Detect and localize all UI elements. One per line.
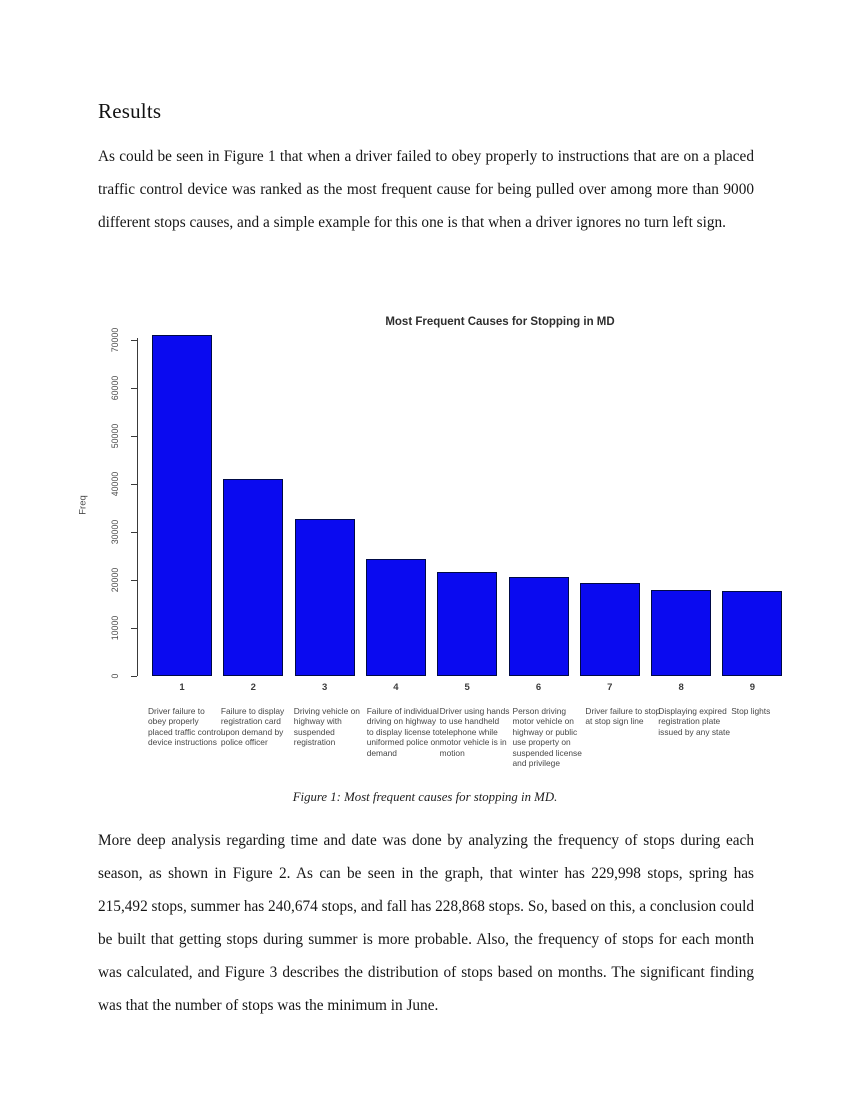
- y-tick-label: 0: [110, 673, 120, 679]
- x-tick-label: 8: [678, 682, 684, 693]
- bar-chart-figure-1: [70, 308, 800, 778]
- x-category-label: Failure of individual driving on highway to display license to uniformed police on demand: [366, 706, 440, 758]
- x-tick-label: 7: [607, 682, 613, 693]
- y-tick-label: 50000: [110, 423, 120, 449]
- bar-4: [366, 559, 426, 676]
- paragraph-results-intro: As could be seen in Figure 1 that when a driver failed to obey properly to instructions that are on a placed traffic control device was ranked as the most frequent cause for being pulled over among more than 9000 different stops causes, and a simple example for this one is that when a driver ignores no turn left sign.: [98, 148, 754, 231]
- chart-title: Most Frequent Causes for Stopping in MD: [385, 316, 615, 328]
- y-tick-label: 70000: [110, 327, 120, 353]
- bar-9: [722, 591, 782, 676]
- y-tick-label: 60000: [110, 375, 120, 401]
- bar-3: [295, 519, 355, 676]
- x-category-label: Driving vehicle on highway with suspended registration: [293, 706, 360, 748]
- bar-5: [437, 572, 497, 676]
- x-tick-label: 4: [393, 682, 399, 693]
- x-tick-label: 9: [749, 682, 756, 693]
- x-tick-label: 6: [535, 682, 542, 693]
- y-axis-label: Freq: [77, 495, 89, 515]
- x-tick-label: 5: [464, 682, 470, 693]
- y-tick-label: 10000: [110, 615, 120, 641]
- y-tick-mark: [131, 676, 137, 677]
- x-tick-label: 2: [250, 682, 256, 693]
- bar-7: [580, 583, 640, 676]
- x-tick-label: 1: [179, 682, 185, 693]
- y-tick-label: 30000: [110, 519, 120, 545]
- plot-area: [137, 328, 797, 676]
- x-category-label: Driver failure to obey properly placed traffic control device instructions: [148, 706, 223, 748]
- section-heading: Results: [98, 99, 162, 123]
- x-category-label: Driver using hands to use handheld telephone while motor vehicle is in motion: [439, 706, 510, 758]
- bar-1: [152, 335, 212, 676]
- bar-6: [509, 577, 569, 676]
- x-category-label: Displaying expired registration plate issued by any state: [658, 706, 730, 737]
- bar-8: [651, 590, 711, 676]
- x-tick-label: 3: [321, 682, 328, 693]
- x-category-label: Stop lights: [731, 706, 771, 716]
- bar-2: [223, 479, 283, 676]
- figure-caption: Figure 1: Most frequent causes for stopping in MD.: [292, 790, 558, 804]
- x-category-label: Failure to display registration card upon demand by police officer: [220, 706, 285, 748]
- paragraph-season-analysis: More deep analysis regarding time and date was done by analyzing the frequency of stops during each season, as shown in Figure 2. As can be seen in the graph, that winter has 229,998 stops, spring has 215,492 stops, summer has 240,674 stops, and fall has 228,868 stops. So, based on this, a conclusion could be built that getting stops during summer is more probable. Also, the frequency of stops for each month was calculated, and Figure 3 describes the distribution of stops based on months. The significant finding was that the number of stops was the minimum in June.: [98, 832, 754, 1014]
- x-category-label: Driver failure to stop at stop sign line: [585, 706, 661, 727]
- y-tick-label: 40000: [110, 471, 120, 497]
- y-tick-label: 20000: [110, 567, 120, 593]
- x-category-label: Person driving motor vehicle on highway or public use property on suspended license and privilege: [512, 706, 582, 769]
